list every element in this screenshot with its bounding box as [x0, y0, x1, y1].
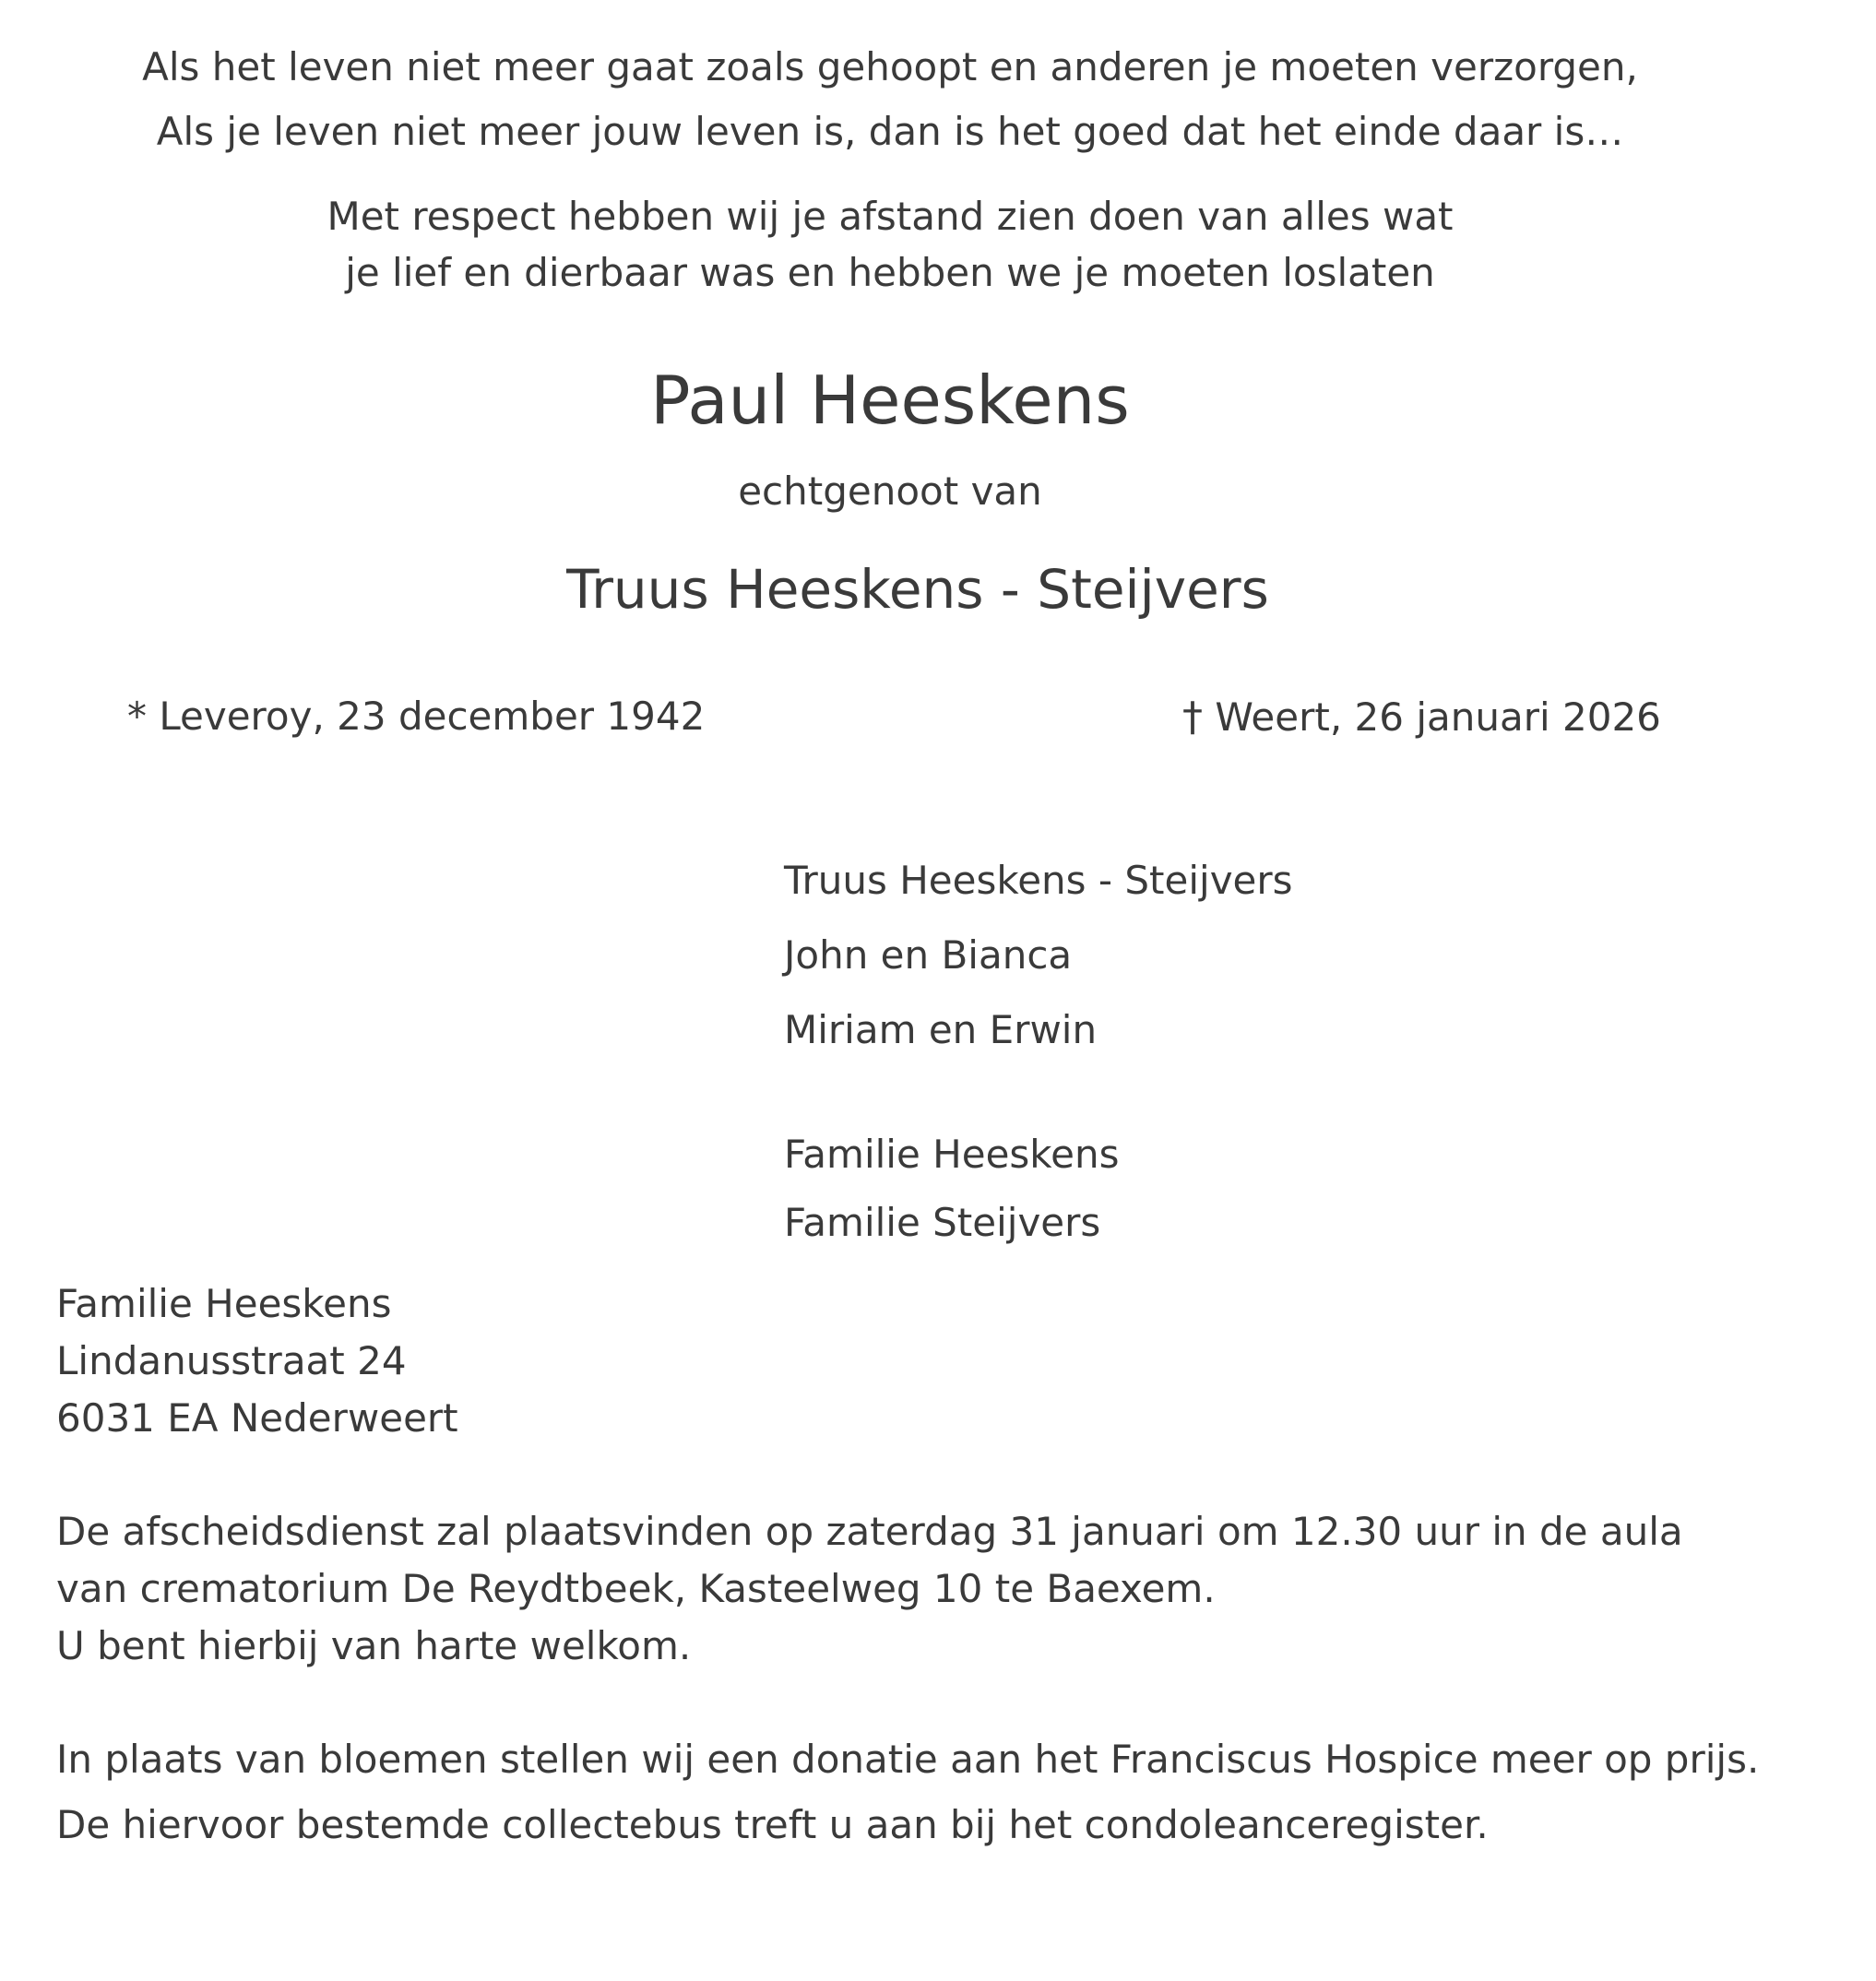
address-line-1: Familie Heeskens [56, 1281, 392, 1326]
poem-line-1: Als het leven niet meer gaat zoals gehoopt en anderen je moeten verzorgen, [142, 44, 1638, 89]
family-member: Miriam en Erwin [784, 1007, 1098, 1052]
spouse-name: Truus Heeskens - Steijvers [566, 558, 1269, 621]
service-line-1: De afscheidsdienst zal plaatsvinden op zaterdag 31 januari om 12.30 uur in de aula [56, 1509, 1683, 1554]
death-line [1182, 694, 1661, 741]
donation-line-2: De hiervoor bestemde collectebus treft u aan bij het condoleanceregister. [56, 1802, 1489, 1847]
service-line-3: U bent hierbij van harte welkom. [56, 1623, 692, 1668]
deceased-name: Paul Heeskens [650, 362, 1130, 439]
birth-line [127, 694, 706, 739]
death-place-date: Weert, 26 januari 2026 [1215, 694, 1661, 740]
extended-family: Familie Heeskens [784, 1132, 1120, 1177]
donation-line-1: In plaats van bloemen stellen wij een donatie aan het Franciscus Hospice meer op prijs. [56, 1737, 1760, 1782]
extended-family: Familie Steijvers [784, 1200, 1101, 1245]
service-line-2: van crematorium De Reydtbeek, Kasteelweg 10 te Baexem. [56, 1566, 1216, 1611]
birth-place-date: Leveroy, 23 december 1942 [159, 694, 706, 739]
poem-line-4: je lief en dierbaar was en hebben we je moeten loslaten [345, 250, 1435, 295]
family-member: Truus Heeskens - Steijvers [784, 858, 1293, 903]
address-line-2: Lindanusstraat 24 [56, 1338, 407, 1383]
birth-symbol: * [127, 694, 147, 739]
poem-line-3: Met respect hebben wij je afstand zien doen van alles wat [327, 194, 1454, 239]
cross-icon: † [1182, 694, 1203, 741]
address-line-3: 6031 EA Nederweert [56, 1395, 458, 1441]
family-member: John en Bianca [784, 932, 1073, 978]
poem-line-2: Als je leven niet meer jouw leven is, dan is het goed dat het einde daar is… [156, 109, 1624, 154]
relation-label: echtgenoot van [738, 469, 1042, 514]
